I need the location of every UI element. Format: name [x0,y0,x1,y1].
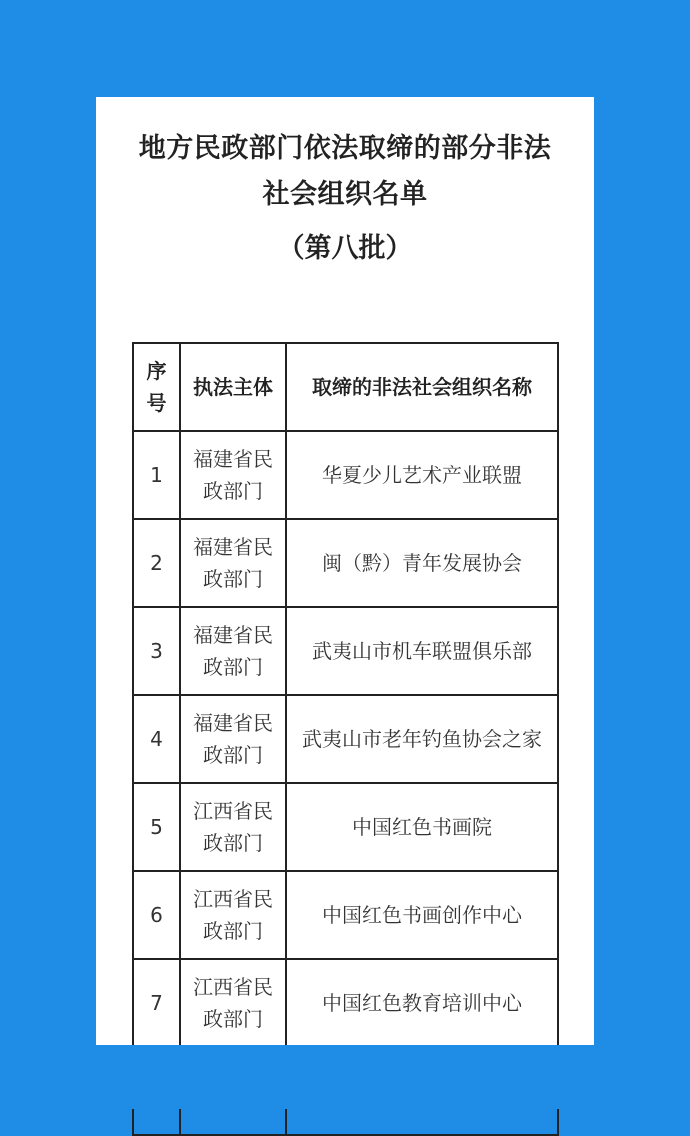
cell-organization: 华夏少儿艺术产业联盟 [286,431,558,519]
table-row [133,959,558,1047]
cell-organization: 中国红色书画创作中心 [286,871,558,959]
bottom-background-band [96,1045,594,1109]
cell-authority: 福建省民 政部门 [180,431,286,519]
document-subtitle: （第八批） [277,233,413,264]
table-row [133,607,558,695]
cell-authority: 江西省民 政部门 [180,783,286,871]
cell-authority: 福建省民 政部门 [180,519,286,607]
title-line-2: 社会组织名单 [262,179,428,210]
cell-organization: 武夷山市机车联盟俱乐部 [286,607,558,695]
cell-organization: 武夷山市老年钓鱼协会之家 [286,695,558,783]
cell-index: 7 [133,959,180,1047]
cell-authority: 江西省民 政部门 [180,959,286,1047]
cell-index: 4 [133,695,180,783]
table-row [133,871,558,959]
cell-authority: 福建省民 政部门 [180,607,286,695]
cell-index: 2 [133,519,180,607]
cell-authority: 江西省民 政部门 [180,871,286,959]
table-row [133,783,558,871]
header-index: 序 号 [133,343,180,431]
cell-organization: 中国红色书画院 [286,783,558,871]
cell-index: 3 [133,607,180,695]
cell-index: 1 [133,431,180,519]
cell-authority: 福建省民 政部门 [180,695,286,783]
header-organization: 取缔的非法社会组织名称 [286,343,558,431]
title-line-1: 地方民政部门依法取缔的部分非法 [138,133,552,164]
table-row [133,519,558,607]
organization-table [132,342,559,1136]
document-title [0,126,690,218]
cell-organization: 中国红色教育培训中心 [286,959,558,1047]
table-row [133,695,558,783]
cell-index: 6 [133,871,180,959]
cell-index: 5 [133,783,180,871]
table-row [133,431,558,519]
header-authority: 执法主体 [180,343,286,431]
cell-organization: 闽（黔）青年发展协会 [286,519,558,607]
table-header-row [133,343,558,431]
